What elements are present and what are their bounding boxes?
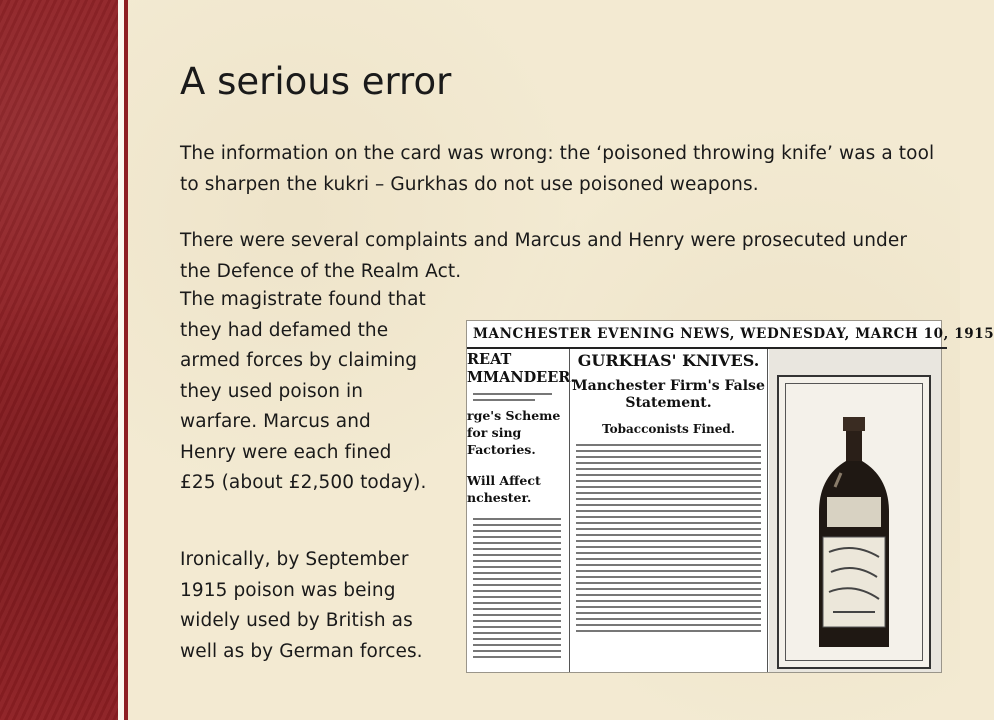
sauce-advertisement [769, 349, 941, 672]
sauce-bottle-icon [779, 377, 929, 667]
left-subheadline-2: Will Affect nchester. [467, 473, 541, 505]
paragraph-card-info: The information on the card was wrong: the ‘poisoned throwing knife’ was a tool to sharpen the kukri – Gurkhas do not use poisoned weapons. [180, 143, 935, 195]
article-subheadline-2: Tobacconists Fined. [602, 422, 735, 436]
paragraph-prosecution: There were several complaints and Marcus and Henry were prosecuted under the Defence of the Realm Act. [180, 230, 908, 282]
article-subheadline: Manchester Firm's False Statement. [572, 378, 765, 411]
paragraph-magistrate: The magistrate found that they had defamed the armed forces by claiming they used poison in warfare. Marcus and Henry were each fined £25 (about £2,500 today). [180, 289, 427, 493]
article-headline: GURKHAS' KNIVES. [577, 351, 760, 370]
newspaper-article-column [569, 349, 768, 672]
ad-frame [777, 375, 931, 669]
left-body-text [473, 518, 561, 658]
newspaper-clipping-image [466, 320, 994, 673]
newspaper-masthead: MANCHESTER EVENING NEWS, WEDNESDAY, MARCH 10, 1915 [467, 321, 947, 349]
left-subheadline: rge's Scheme for sing Factories. [467, 408, 561, 457]
sidebar-decor [0, 0, 118, 720]
article-body-text [576, 444, 761, 632]
slide-title: A serious error [180, 60, 452, 103]
newspaper-left-column [467, 349, 576, 672]
left-headline: REAT MMANDEER. [467, 351, 576, 386]
left-text-block [473, 393, 561, 401]
paragraph-ironically: Ironically, by September 1915 poison was being widely used by British as well as by German forces. [180, 549, 423, 662]
